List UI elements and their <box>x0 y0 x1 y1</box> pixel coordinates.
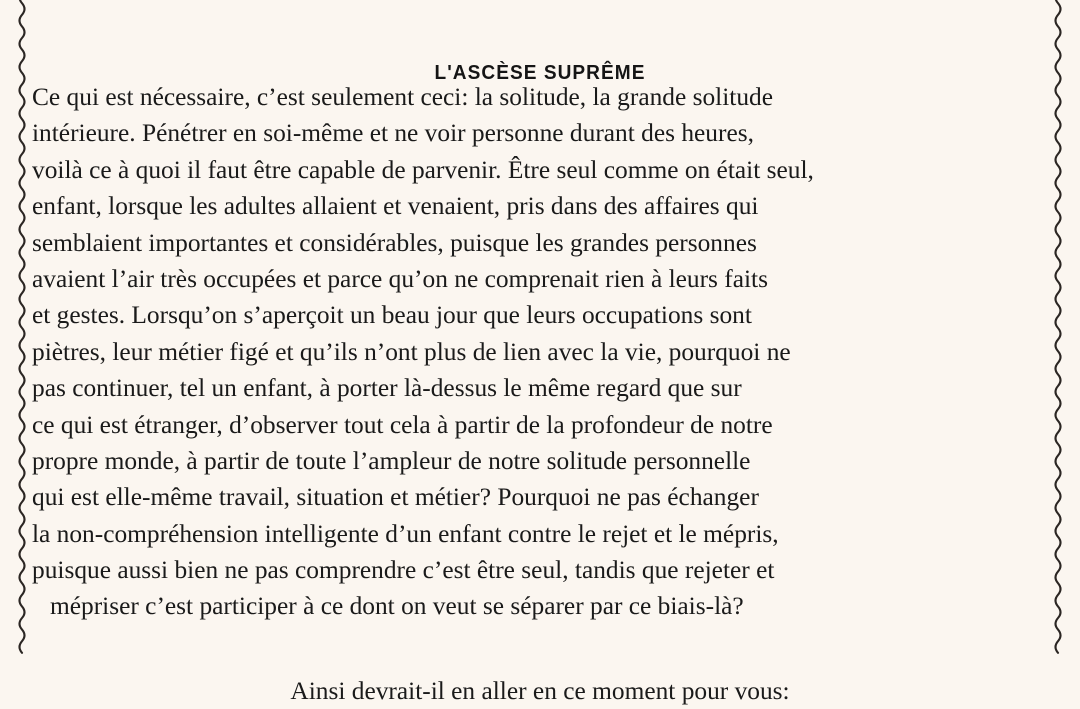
body-line: et gestes. Lorsqu’on s’aperçoit un beau jour que leurs occupations sont <box>32 301 752 330</box>
section-heading: L'ASCÈSE SUPRÊME <box>434 61 646 84</box>
body-line: enfant, lorsque les adultes allaient et venaient, pris dans des affaires qui <box>32 192 759 221</box>
cropped-previous-line-remnant <box>28 0 1052 4</box>
body-line: piètres, leur métier figé et qu’ils n’ont plus de lien avec la vie, pourquoi ne <box>32 337 791 366</box>
body-paragraph <box>32 79 1048 625</box>
body-line: la non-compréhension intelligente d’un enfant contre le rejet et le mépris, <box>32 519 779 548</box>
body-line: voilà ce à quoi il faut être capable de parvenir. Être seul comme on était seul, <box>32 155 814 184</box>
body-line: semblaient importantes et considérables, puisque les grandes personnes <box>32 228 757 257</box>
body-line: propre monde, à partir de toute l’ampleur de notre solitude personnelle <box>32 446 751 475</box>
body-line: Ce qui est nécessaire, c’est seulement ceci: la solitude, la grande solitude <box>32 83 774 111</box>
cropped-next-line-remnant: Ainsi devrait-il en aller en ce moment pour vous: <box>290 677 790 705</box>
body-line: intérieure. Pénétrer en soi-même et ne voir personne durant des heures, <box>32 119 754 148</box>
body-line: pas continuer, tel un enfant, à porter là-dessus le même regard que sur <box>32 374 742 403</box>
body-line: qui est elle-même travail, situation et métier? Pourquoi ne pas échanger <box>32 483 759 512</box>
text-column <box>28 0 1052 705</box>
body-line: mépriser c’est participer à ce dont on veut se séparer par ce biais-là? <box>50 592 744 621</box>
body-line: avaient l’air très occupées et parce qu’on ne comprenait rien à leurs faits <box>32 264 768 293</box>
body-line: puisque aussi bien ne pas comprendre c’est être seul, tandis que rejeter et <box>32 556 775 585</box>
body-line: ce qui est étranger, d’observer tout cela à partir de la profondeur de notre <box>32 410 773 439</box>
